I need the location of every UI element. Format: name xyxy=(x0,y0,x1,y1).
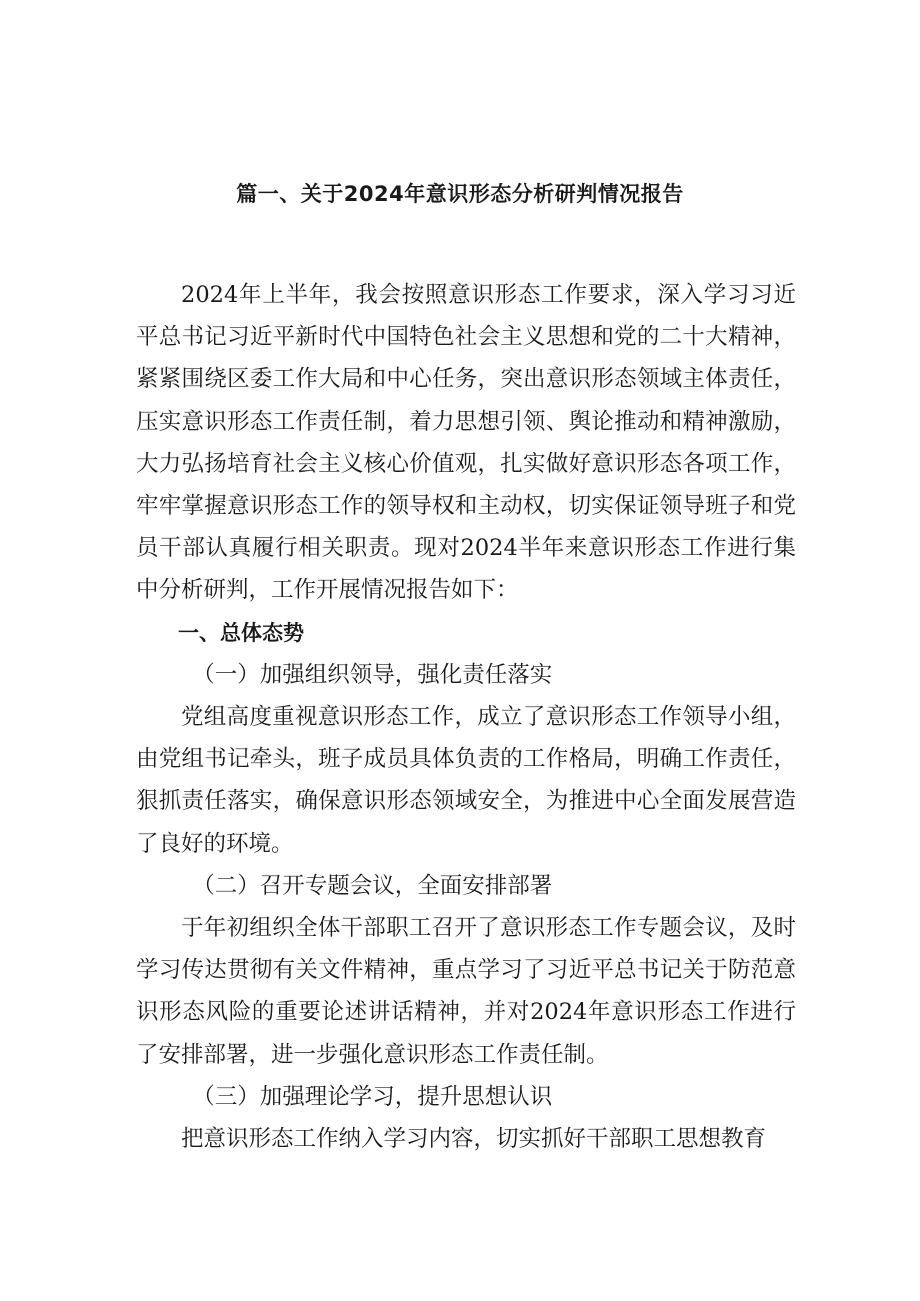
subsection-heading: （一）加强组织领导，强化责任落实 xyxy=(192,661,553,688)
paragraph-intro: 2024年上半年，我会按照意识形态工作要求，深入学习习近平总书记习近平新时代中国特色社会主义思想和党的二十大精神，紧紧围绕区委工作大局和中心任务，突出意识形态领域主体责任，压实意识形态工作责任制，着力思想引领、舆论推动和精神激励，大力弘扬培育社会主义核心价值观，扎实做好意识形态各项工作，牢牢掌握意识形态工作的领导权和主动权，切实保证领导班子和党员干部认真履行相关职责。现对2024半年来意识形态工作进行集中分析研判，工作开展情况报告如下： xyxy=(136,282,796,604)
subsection-heading: （二）召开专题会议，全面安排部署 xyxy=(192,872,553,899)
paragraph: 于年初组织全体干部职工召开了意识形态工作专题会议，及时学习传达贯彻有关文件精神，重点学习了习近平总书记关于防范意识形态风险的重要论述讲话精神，并对2024年意识形态工作进行了安排部署，进一步强化意识形态工作责任制。 xyxy=(136,915,796,1068)
paragraph: 把意识形态工作纳入学习内容，切实抓好干部职工思想教育 xyxy=(181,1126,767,1153)
paragraph: 党组高度重视意识形态工作，成立了意识形态工作领导小组，由党组书记牵头，班子成员具体负责的工作格局，明确工作责任，狠抓责任落实，确保意识形态领域安全，为推进中心全面发展营造了良好的环境。 xyxy=(136,704,796,857)
document-title: 篇一、关于2024年意识形态分析研判情况报告 xyxy=(236,182,684,206)
subsection-heading: （三）加强理论学习，提升思想认识 xyxy=(192,1083,553,1110)
section-heading: 一、总体态势 xyxy=(178,620,304,645)
document-body xyxy=(136,274,796,1160)
